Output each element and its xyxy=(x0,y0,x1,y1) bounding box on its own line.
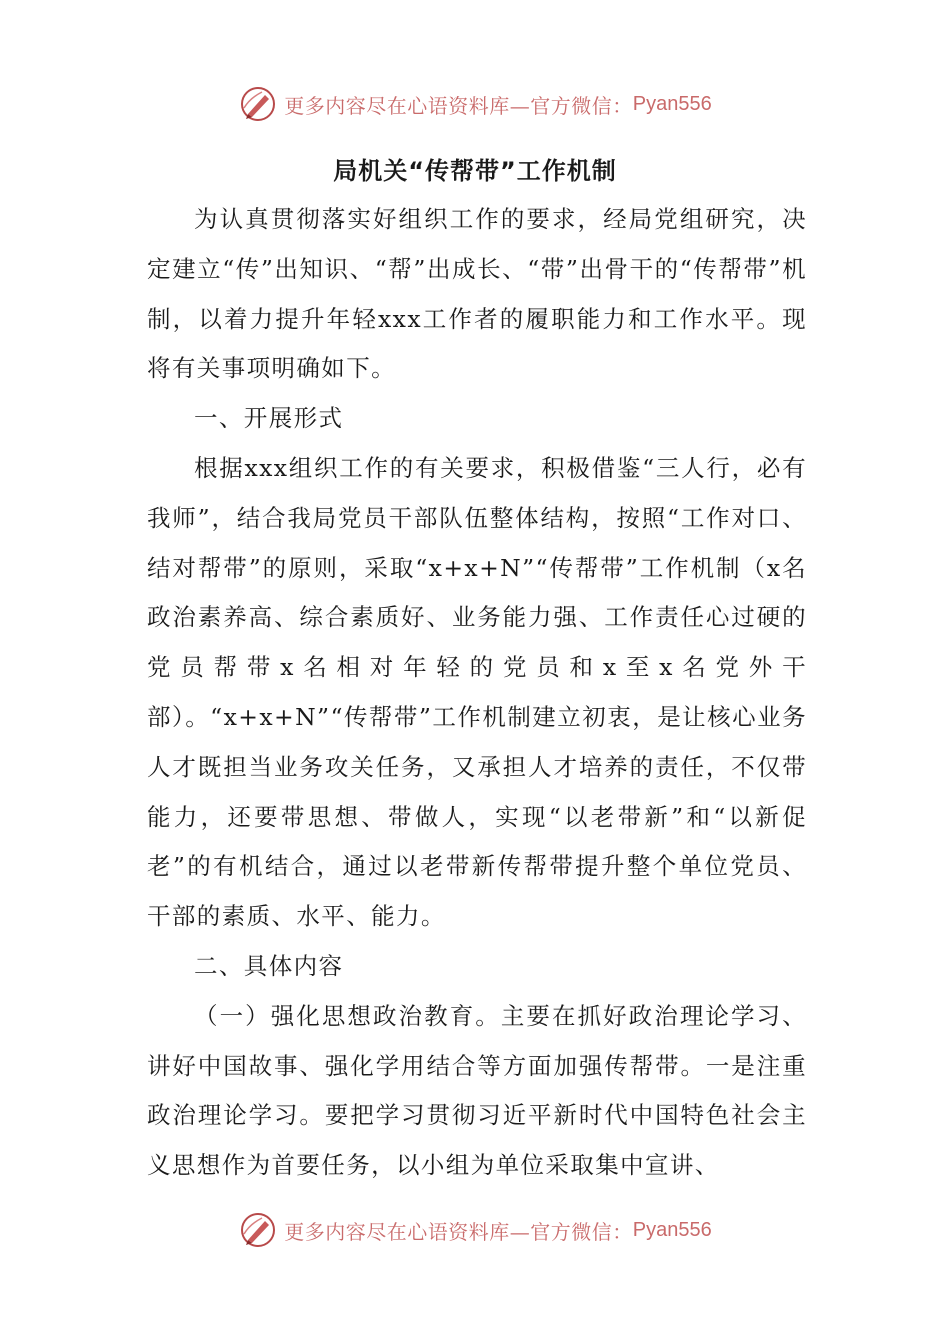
watermark-footer xyxy=(0,1208,950,1252)
section-heading-form: 一、开展形式 xyxy=(194,404,344,433)
watermark-header xyxy=(0,82,950,126)
intro-paragraph: 为认真贯彻落实好组织工作的要求，经局党组研究，决定建立“传”出知识、“帮”出成长、“带”出骨干的“传帮带”机制，以着力提升年轻xxx工作者的履职能力和工作水平。现将有关事项明确如下。 xyxy=(147,205,807,383)
watermark-wechat-id: Pyan556 xyxy=(632,92,712,115)
pen-logo-icon xyxy=(238,1210,278,1250)
form-paragraph: 根据xxx组织工作的有关要求，积极借鉴“三人行，必有我师”，结合我局党员干部队伍整体结构，按照“工作对口、结对帮带”的原则，采取“x+x+N”“传帮带”工作机制（x名政治素养高、综合素质好、业务能力强、工作责任心过硬的党员帮带x名相对年轻的党员和x至x名党外干部）。“x+x+N”“传帮带”工作机制建立初衷，是让核心业务人才既担当业务攻关任务，又承担人才培养的责任，不仅带能力，还要带思想、带做人，实现“以老带新”和“以新促老”的有机结合，通过以老带新传帮带提升整个单位党员、干部的素质、水平、能力。 xyxy=(147,453,807,931)
document-title: 局机关“传帮带”工作机制 xyxy=(333,157,617,185)
watermark-text: 更多内容尽在心语资料库—官方微信： xyxy=(284,1219,633,1244)
section-heading-content: 二、具体内容 xyxy=(194,951,344,980)
pen-logo-icon xyxy=(238,84,278,124)
document-body xyxy=(147,195,807,1191)
watermark-wechat-id: Pyan556 xyxy=(632,1218,712,1241)
watermark-text: 更多内容尽在心语资料库—官方微信： xyxy=(284,93,633,118)
content-paragraph: （一）强化思想政治教育。主要在抓好政治理论学习、讲好中国故事、强化学用结合等方面加强传帮带。一是注重政治理论学习。要把学习贯彻习近平新时代中国特色社会主义思想作为首要任务，以小组为单位采取集中宣讲、 xyxy=(147,1001,807,1180)
